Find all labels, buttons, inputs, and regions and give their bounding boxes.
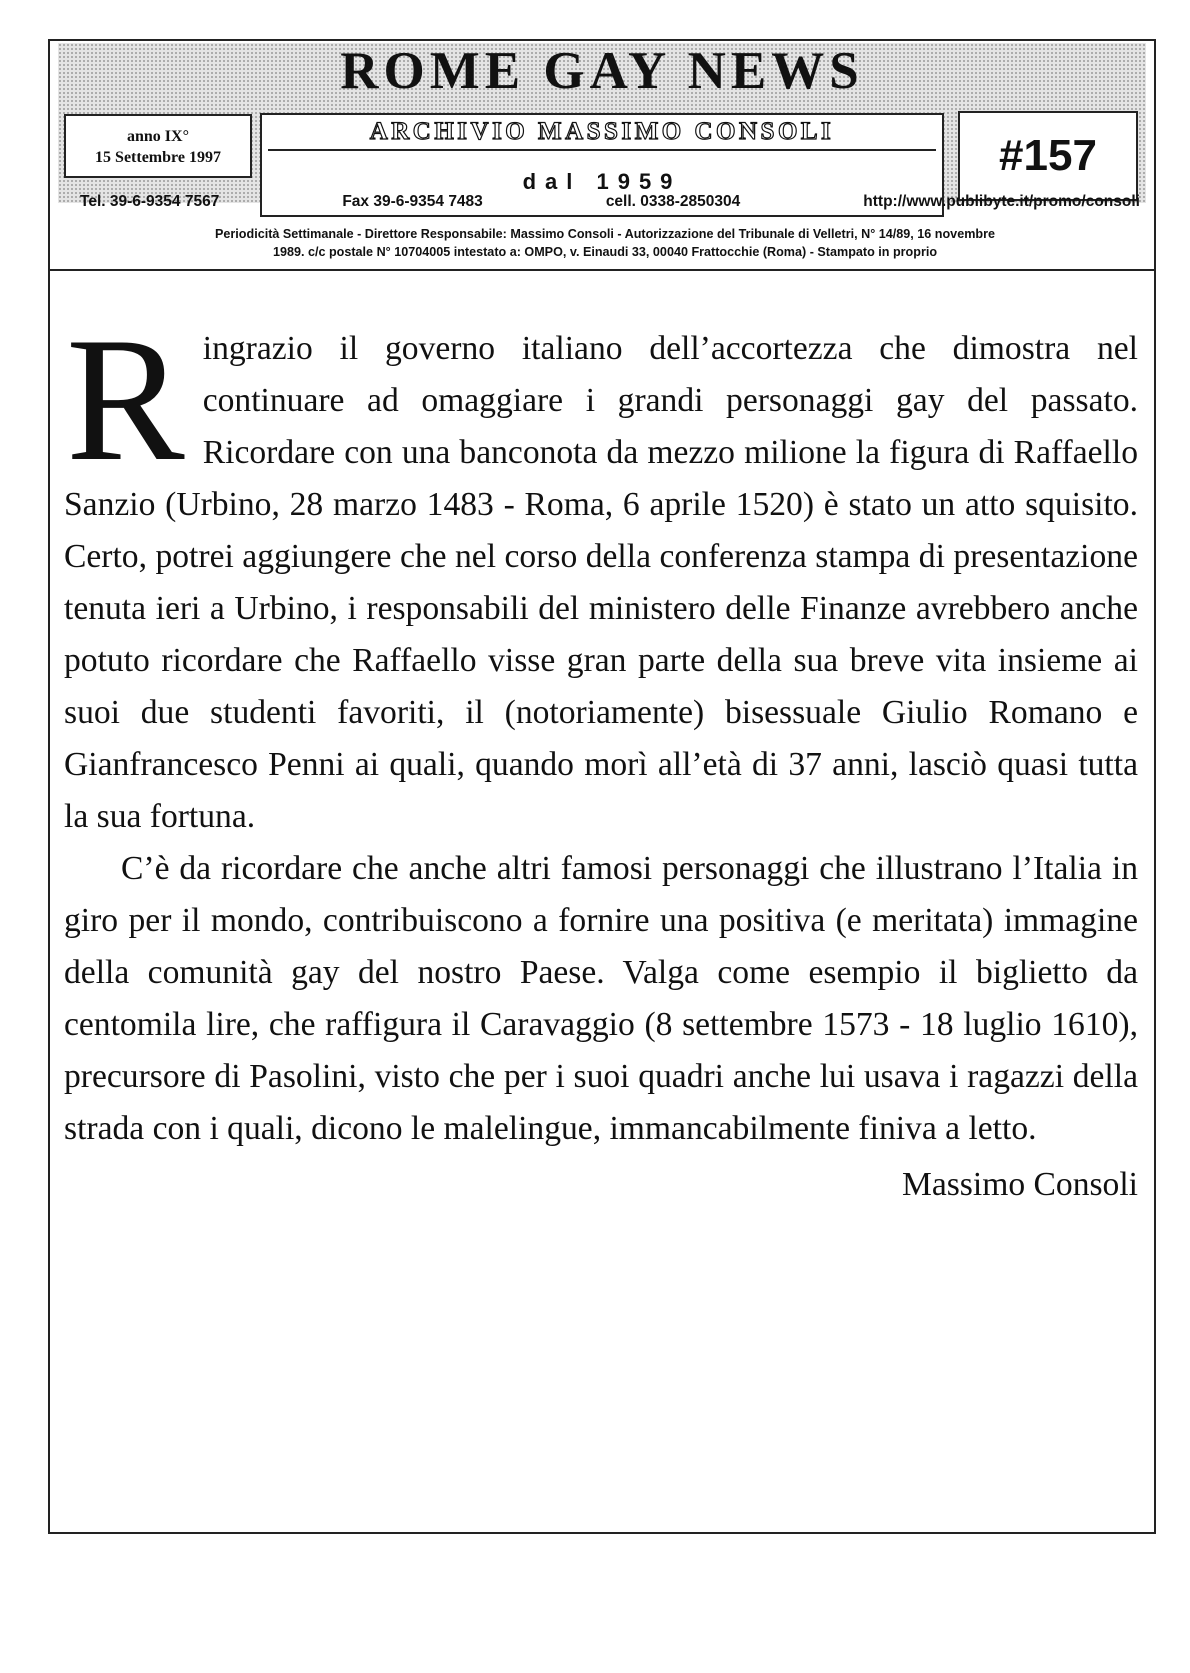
contact-url: http://www.publibyte.it/promo/consoli [863,193,1140,210]
since-year: dal 1959 [522,169,682,194]
legal-notice [70,225,1140,261]
issue-number: #157 [958,111,1138,201]
article-body [64,300,1138,1211]
masthead-divider [50,269,1154,271]
issue-date: 15 Settembre 1997 [95,149,221,166]
archive-rule [268,149,936,151]
legal-line-1: Periodicità Settimanale - Direttore Responsabile: Massimo Consoli - Autorizzazione del Tribunale di Velletri, N° 14/89, 16 novembre [215,227,995,241]
page-frame [48,39,1156,1534]
author-signature: Massimo Consoli [901,1166,1138,1203]
article-paragraph-1 [64,300,1138,843]
contact-cell: cell. 0338-2850304 [605,193,741,210]
contact-tel: Tel. 39-6-9354 7567 [80,193,220,210]
issue-info-box [64,114,252,178]
paragraph-1-text: ingrazio il governo italiano dell’accortezza che dimostra nel continuare ad omaggiare i grandi personaggi gay del passato. Ricordare con una banconota da mezzo milione la figura di Raffaello Sanzio (Urbino, 28 marzo 1483 - Roma, 6 aprile 1520) è stato un atto squisito. Certo, potrei aggiungere che nel corso della conferenza stampa di presentazione tenuta ieri a Urbino, i responsabili del ministero delle Finanze avrebbero anche potuto ricordare che Raffaello visse gran parte della sua breve vita insieme ai suoi due studenti favoriti, il (notoriamente) bisessuale Giulio Romano e Gianfrancesco Penni ai quali, quando morì all’età di 37 anni, lasciò quasi tutta la sua fortuna. [64,330,1138,835]
contact-row [80,193,1140,211]
contact-fax: Fax 39-6-9354 7483 [342,193,483,210]
issue-year: anno IX° [127,128,189,145]
masthead [50,41,1154,271]
legal-line-2: 1989. c/c postale N° 10704005 intestato a: OMPO, v. Einaudi 33, 00040 Frattocchie (Roma) - Stampato in proprio [272,245,938,259]
newspaper-title: ROME GAY NEWS [340,42,864,100]
archive-name: ARCHIVIO MASSIMO CONSOLI [369,118,835,145]
drop-cap: R [66,300,185,498]
article-paragraph-2: C’è da ricordare che anche altri famosi personaggi che illustrano l’Italia in giro per il mondo, contribuiscono a fornire una positiva (e meritata) immagine della comunità gay del nostro Paese. Valga come esempio il biglietto da centomila lire, che raffigura il Caravaggio (8 settembre 1573 - 18 luglio 1610), precursore di Pasolini, visto che per i suoi quadri anche lui usava i ragazzi della strada con i quali, dicono le malelingue, immancabilmente finiva a letto. [64,850,1138,1147]
